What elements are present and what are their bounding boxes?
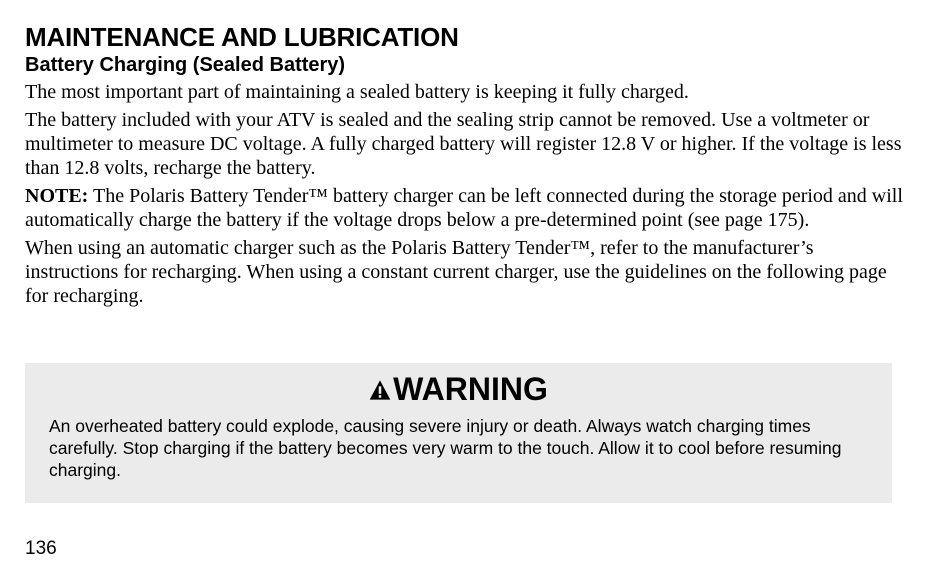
warning-heading — [25, 370, 892, 408]
section-title: MAINTENANCE AND LUBRICATION — [25, 22, 459, 52]
page-content — [25, 22, 905, 312]
note-label: NOTE: — [25, 185, 89, 207]
paragraph-voltage: The battery included with your ATV is sealed and the sealing strip cannot be removed. Use a voltmeter or multimeter to measure DC voltage. A fully charged battery will register 12.8 V or higher. If the voltage is less than 12.8 volts, recharge the battery. — [25, 109, 902, 179]
note-text: The Polaris Battery Tender™ battery charger can be left connected during the storage period and will automatically charge the battery if the voltage drops below a pre-determined point (see page 175). — [25, 185, 903, 231]
warning-heading-text: WARNING — [393, 371, 548, 407]
warning-box — [25, 363, 892, 503]
paragraph-charger: When using an automatic charger such as the Polaris Battery Tender™, refer to the manufacturer’s instructions for recharging. When using a constant current charger, use the guidelines on the following page for recharging. — [25, 237, 887, 307]
paragraph-intro: The most important part of maintaining a sealed battery is keeping it fully charged. — [25, 81, 689, 103]
warning-text: An overheated battery could explode, causing severe injury or death. Always watch charging times carefully. Stop charging if the battery becomes very warm to the touch. Allow it to cool before resuming charging. — [49, 416, 842, 480]
page-number: 136 — [25, 538, 57, 559]
section-subtitle: Battery Charging (Sealed Battery) — [25, 54, 346, 76]
warning-triangle-icon — [369, 379, 391, 401]
paragraph-note — [25, 184, 905, 232]
